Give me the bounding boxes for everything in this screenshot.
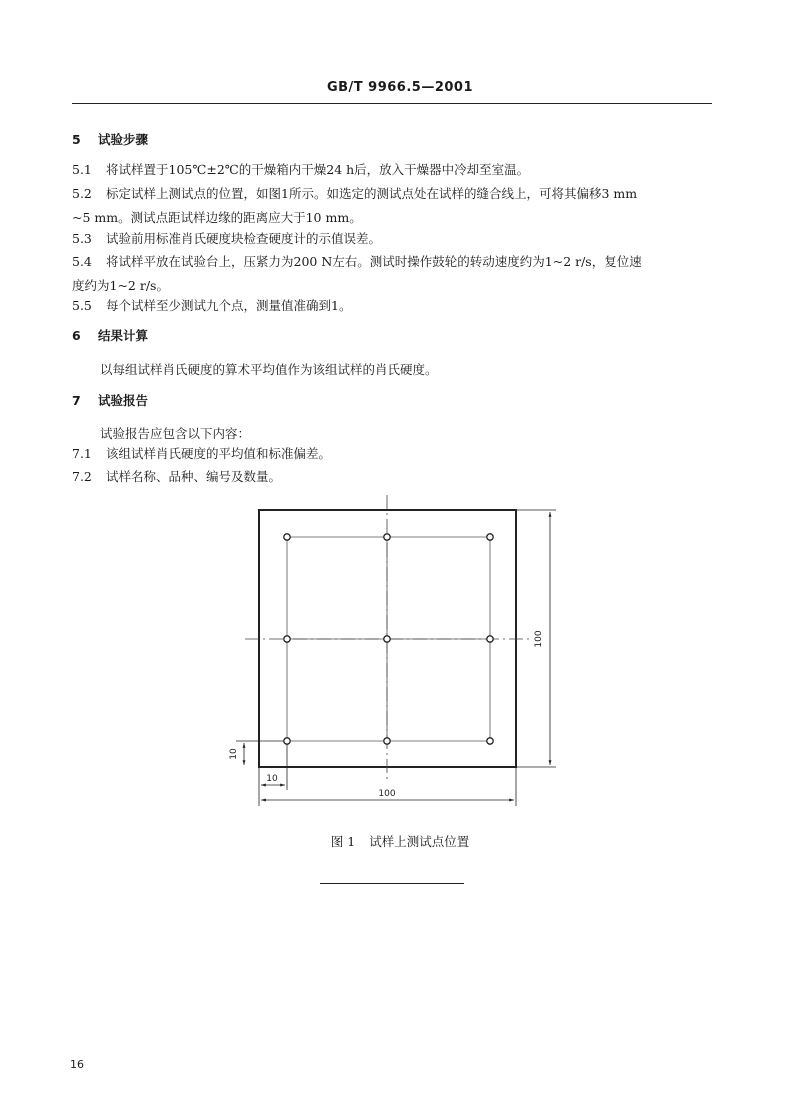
item-5-2-continued: ~5 mm。测试点距试样边缘的距离应大于10 mm。	[72, 210, 362, 225]
section-number: 5	[72, 132, 81, 147]
item-text: 标定试样上测试点的位置，如图1所示。如选定的测试点处在试样的缝合线上，可将其偏移3 mm	[106, 186, 638, 201]
section-title: 结果计算	[98, 328, 149, 343]
end-rule	[320, 883, 464, 884]
dimension-width-label: 100	[378, 789, 396, 799]
item-number: 5.4	[72, 254, 92, 269]
dimension-offset-x-label: 10	[266, 774, 278, 784]
dimension-height-label: 100	[534, 630, 544, 648]
figure-number: 图 1	[330, 834, 356, 849]
item-5-4-continued: 度约为1~2 r/s。	[72, 278, 169, 293]
item-text: 该组试样肖氏硬度的平均值和标准偏差。	[106, 446, 332, 461]
item-number: 5.3	[72, 231, 92, 246]
item-text: 试验前用标准肖氏硬度块检查硬度计的示值误差。	[106, 231, 382, 246]
item-text: 每个试样至少测试九个点，测量值准确到1。	[106, 298, 352, 313]
item-text: 试样名称、品种、编号及数量。	[106, 469, 282, 484]
figure-caption	[0, 832, 800, 850]
item-text: 将试样平放在试验台上，压紧力为200 N左右。测试时操作鼓轮的转动速度约为1~2 r/s，复位速	[106, 254, 642, 269]
item-number: 5.1	[72, 162, 92, 177]
dimension-offset-y-label: 10	[229, 748, 239, 760]
page-number: 16	[70, 1058, 84, 1071]
standard-code: GB/T 9966.5—2001	[326, 80, 474, 95]
figure-title: 试样上测试点位置	[369, 834, 470, 849]
section-title: 试验报告	[98, 393, 149, 408]
section-7-intro: 试验报告应包含以下内容：	[100, 426, 251, 441]
item-number: 5.2	[72, 186, 92, 201]
section-number: 6	[72, 328, 81, 343]
item-text: 将试样置于105℃±2℃的干燥箱内干燥24 h后，放入干燥器中冷却至室温。	[106, 162, 530, 177]
dimension-width	[259, 767, 516, 806]
item-number: 5.5	[72, 298, 92, 313]
section-number: 7	[72, 393, 81, 408]
item-number: 7.1	[72, 446, 92, 461]
item-number: 7.2	[72, 469, 92, 484]
section-6-body: 以每组试样肖氏硬度的算术平均值作为该组试样的肖氏硬度。	[100, 362, 438, 377]
section-title: 试验步骤	[98, 132, 149, 147]
